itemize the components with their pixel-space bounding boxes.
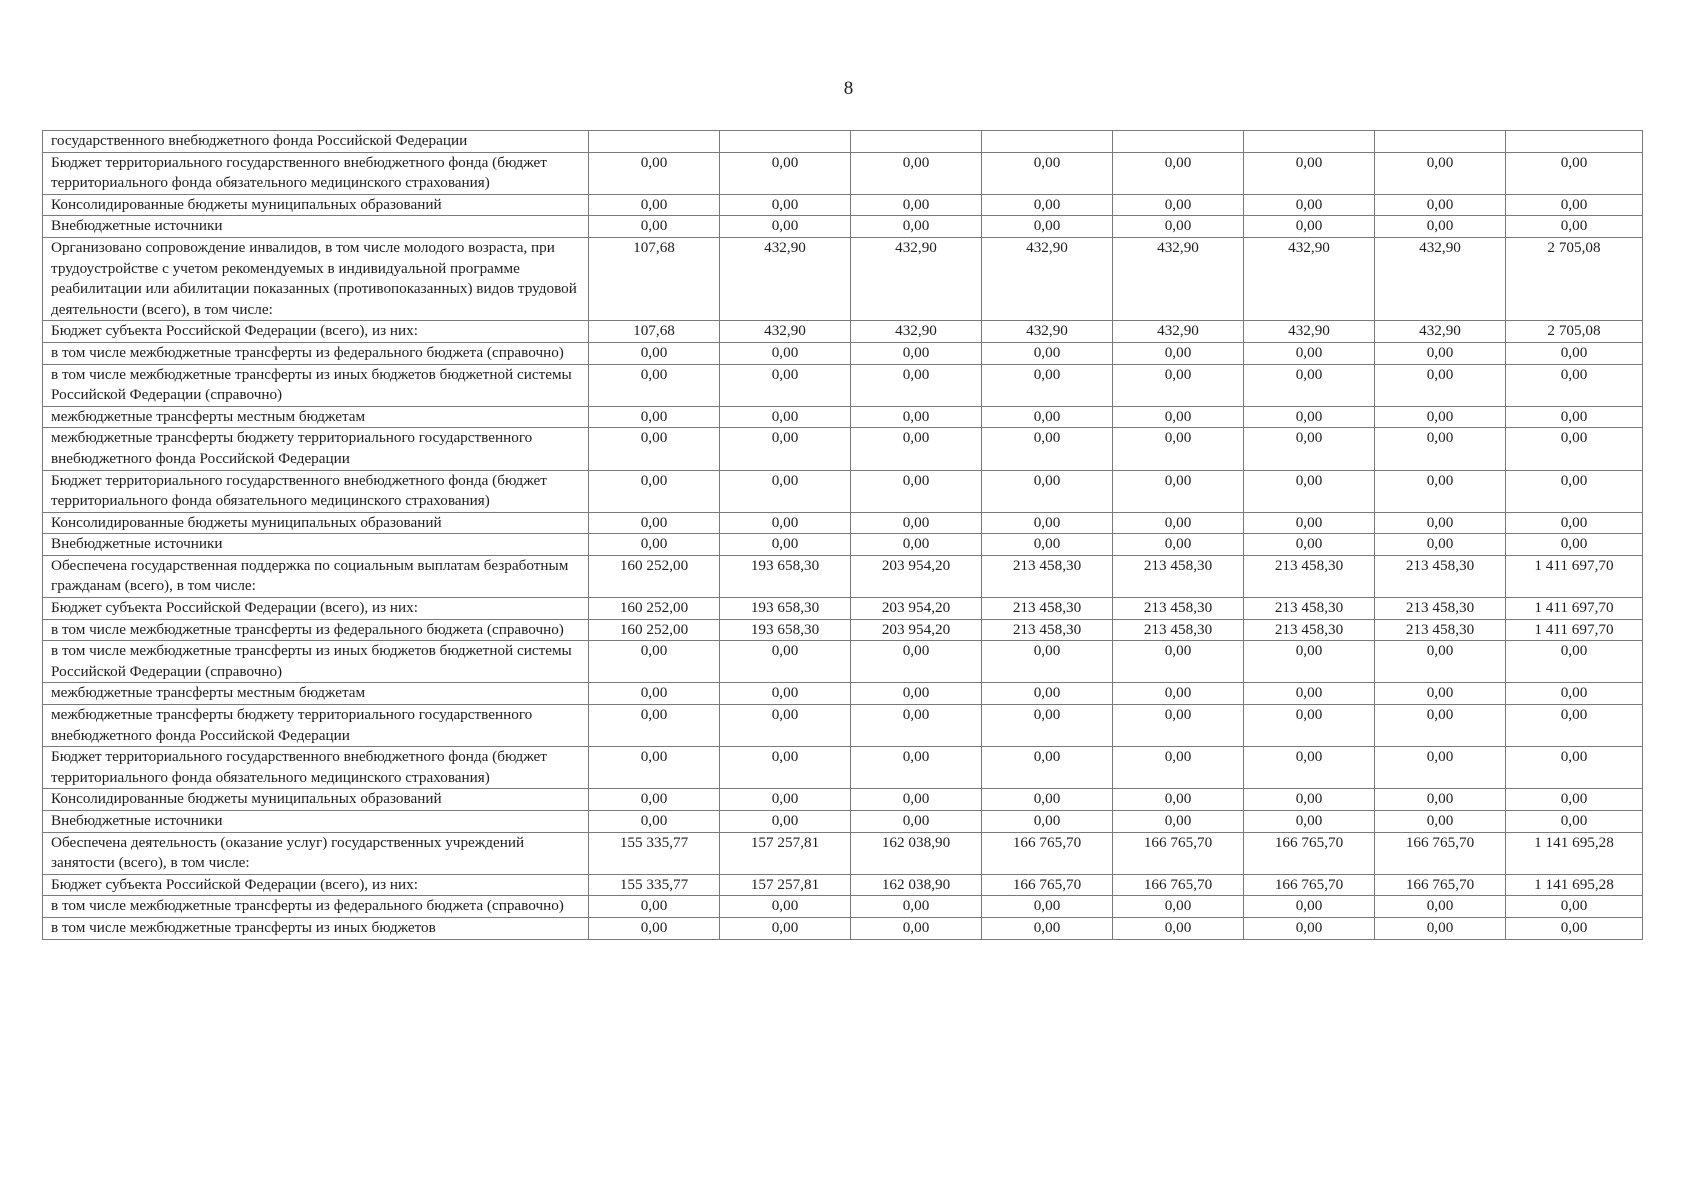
value-cell: 162 038,90	[851, 874, 982, 896]
value-cell: 0,00	[982, 683, 1113, 705]
row-label: Обеспечена деятельность (оказание услуг) государственных учреждений занятости (всего), в том числе:	[43, 832, 589, 874]
value-cell: 0,00	[589, 705, 720, 747]
value-cell: 107,68	[589, 321, 720, 343]
row-label: Организовано сопровождение инвалидов, в том числе молодого возраста, при трудоустройстве с учетом рекомендуемых в индивидуальной программе реабилитации или абилитации показанных (противопоказанных) видов трудовой деятельности (всего), в том числе:	[43, 237, 589, 320]
total-cell: 0,00	[1506, 406, 1643, 428]
row-label: Бюджет субъекта Российской Федерации (всего), из них:	[43, 598, 589, 620]
value-cell: 0,00	[1113, 152, 1244, 194]
value-cell: 107,68	[589, 237, 720, 320]
total-cell	[1506, 131, 1643, 153]
value-cell: 0,00	[851, 428, 982, 470]
row-label: в том числе межбюджетные трансферты из иных бюджетов бюджетной системы Российской Федерации (справочно)	[43, 641, 589, 683]
value-cell: 0,00	[1113, 811, 1244, 833]
value-cell: 0,00	[851, 512, 982, 534]
value-cell: 0,00	[1113, 705, 1244, 747]
value-cell: 0,00	[720, 811, 851, 833]
value-cell: 0,00	[982, 152, 1113, 194]
value-cell: 193 658,30	[720, 555, 851, 597]
value-cell: 0,00	[589, 342, 720, 364]
value-cell: 203 954,20	[851, 555, 982, 597]
value-cell: 0,00	[851, 152, 982, 194]
value-cell: 0,00	[589, 641, 720, 683]
value-cell: 0,00	[1375, 216, 1506, 238]
total-cell: 0,00	[1506, 705, 1643, 747]
value-cell: 0,00	[589, 152, 720, 194]
value-cell: 0,00	[589, 534, 720, 556]
row-label: межбюджетные трансферты бюджету территориального государственного внебюджетного фонда Российской Федерации	[43, 705, 589, 747]
table-row	[43, 131, 1643, 153]
page-number: 8	[843, 78, 854, 99]
total-cell: 0,00	[1506, 747, 1643, 789]
value-cell: 166 765,70	[982, 874, 1113, 896]
value-cell: 0,00	[1113, 641, 1244, 683]
value-cell: 0,00	[851, 194, 982, 216]
row-label: Внебюджетные источники	[43, 811, 589, 833]
value-cell: 432,90	[982, 237, 1113, 320]
value-cell: 0,00	[720, 683, 851, 705]
value-cell: 0,00	[1113, 470, 1244, 512]
value-cell: 0,00	[1244, 896, 1375, 918]
value-cell: 0,00	[851, 342, 982, 364]
total-cell: 0,00	[1506, 342, 1643, 364]
value-cell: 166 765,70	[1244, 832, 1375, 874]
value-cell: 0,00	[589, 428, 720, 470]
row-label: в том числе межбюджетные трансферты из иных бюджетов	[43, 917, 589, 939]
value-cell: 0,00	[1113, 896, 1244, 918]
value-cell: 0,00	[1375, 512, 1506, 534]
value-cell: 0,00	[1375, 789, 1506, 811]
value-cell: 203 954,20	[851, 619, 982, 641]
value-cell: 432,90	[1244, 237, 1375, 320]
value-cell: 0,00	[720, 705, 851, 747]
value-cell: 213 458,30	[982, 619, 1113, 641]
value-cell: 0,00	[1113, 683, 1244, 705]
value-cell: 0,00	[1375, 917, 1506, 939]
value-cell: 432,90	[1375, 321, 1506, 343]
value-cell: 166 765,70	[1113, 832, 1244, 874]
total-cell: 1 411 697,70	[1506, 555, 1643, 597]
value-cell: 0,00	[982, 641, 1113, 683]
value-cell: 0,00	[851, 896, 982, 918]
total-cell: 0,00	[1506, 216, 1643, 238]
value-cell	[720, 131, 851, 153]
table-row	[43, 512, 1643, 534]
value-cell: 432,90	[720, 321, 851, 343]
total-cell: 0,00	[1506, 917, 1643, 939]
value-cell: 213 458,30	[1244, 555, 1375, 597]
row-label: Бюджет территориального государственного внебюджетного фонда (бюджет территориального фонда обязательного медицинского страхования)	[43, 747, 589, 789]
row-label: Консолидированные бюджеты муниципальных образований	[43, 512, 589, 534]
table-row	[43, 598, 1643, 620]
value-cell: 0,00	[851, 364, 982, 406]
value-cell: 432,90	[1244, 321, 1375, 343]
value-cell: 0,00	[851, 705, 982, 747]
value-cell: 0,00	[851, 789, 982, 811]
value-cell: 160 252,00	[589, 598, 720, 620]
value-cell: 0,00	[1375, 747, 1506, 789]
row-label: Бюджет субъекта Российской Федерации (всего), из них:	[43, 874, 589, 896]
value-cell: 0,00	[1113, 534, 1244, 556]
total-cell: 0,00	[1506, 428, 1643, 470]
value-cell: 0,00	[1244, 705, 1375, 747]
value-cell: 0,00	[720, 364, 851, 406]
value-cell	[1244, 131, 1375, 153]
value-cell	[851, 131, 982, 153]
value-cell: 0,00	[982, 364, 1113, 406]
value-cell: 432,90	[982, 321, 1113, 343]
value-cell: 0,00	[720, 342, 851, 364]
value-cell: 0,00	[982, 811, 1113, 833]
row-label: Внебюджетные источники	[43, 534, 589, 556]
value-cell: 213 458,30	[1113, 619, 1244, 641]
total-cell: 0,00	[1506, 364, 1643, 406]
row-label: Бюджет территориального государственного внебюджетного фонда (бюджет территориального фонда обязательного медицинского страхования)	[43, 470, 589, 512]
value-cell: 0,00	[1244, 364, 1375, 406]
total-cell: 0,00	[1506, 683, 1643, 705]
value-cell: 0,00	[720, 428, 851, 470]
value-cell: 0,00	[1113, 364, 1244, 406]
value-cell: 162 038,90	[851, 832, 982, 874]
value-cell: 0,00	[720, 512, 851, 534]
value-cell: 0,00	[1244, 683, 1375, 705]
value-cell: 0,00	[982, 406, 1113, 428]
value-cell: 157 257,81	[720, 832, 851, 874]
total-cell: 0,00	[1506, 152, 1643, 194]
value-cell: 0,00	[982, 194, 1113, 216]
value-cell: 0,00	[1113, 342, 1244, 364]
value-cell: 0,00	[1113, 406, 1244, 428]
value-cell: 0,00	[1244, 152, 1375, 194]
value-cell: 0,00	[589, 896, 720, 918]
value-cell: 213 458,30	[1113, 598, 1244, 620]
value-cell: 155 335,77	[589, 832, 720, 874]
total-cell: 0,00	[1506, 641, 1643, 683]
value-cell: 0,00	[1375, 428, 1506, 470]
value-cell: 432,90	[1375, 237, 1506, 320]
value-cell: 0,00	[851, 470, 982, 512]
total-cell: 0,00	[1506, 811, 1643, 833]
value-cell: 166 765,70	[1375, 874, 1506, 896]
value-cell: 0,00	[1375, 194, 1506, 216]
value-cell: 0,00	[851, 683, 982, 705]
row-label: Бюджет территориального государственного внебюджетного фонда (бюджет территориального фонда обязательного медицинского страхования)	[43, 152, 589, 194]
table-row	[43, 683, 1643, 705]
value-cell: 213 458,30	[982, 598, 1113, 620]
value-cell: 0,00	[589, 683, 720, 705]
value-cell: 213 458,30	[1244, 598, 1375, 620]
value-cell: 157 257,81	[720, 874, 851, 896]
total-cell: 0,00	[1506, 789, 1643, 811]
value-cell: 0,00	[1375, 406, 1506, 428]
value-cell: 213 458,30	[1375, 598, 1506, 620]
value-cell: 0,00	[851, 811, 982, 833]
table-row	[43, 789, 1643, 811]
value-cell: 0,00	[1113, 512, 1244, 534]
table-row	[43, 237, 1643, 320]
value-cell: 0,00	[1244, 917, 1375, 939]
table-row	[43, 811, 1643, 833]
value-cell: 0,00	[1375, 705, 1506, 747]
table-row	[43, 534, 1643, 556]
value-cell: 0,00	[589, 194, 720, 216]
value-cell: 0,00	[1113, 428, 1244, 470]
value-cell: 0,00	[1244, 194, 1375, 216]
value-cell: 0,00	[720, 789, 851, 811]
budget-table	[42, 130, 1643, 940]
value-cell: 160 252,00	[589, 555, 720, 597]
table-row	[43, 832, 1643, 874]
value-cell: 0,00	[982, 789, 1113, 811]
total-cell: 0,00	[1506, 194, 1643, 216]
value-cell: 0,00	[1375, 811, 1506, 833]
value-cell: 213 458,30	[1113, 555, 1244, 597]
value-cell: 0,00	[1113, 789, 1244, 811]
row-label: межбюджетные трансферты местным бюджетам	[43, 406, 589, 428]
value-cell: 0,00	[1375, 364, 1506, 406]
value-cell: 0,00	[589, 216, 720, 238]
value-cell: 0,00	[720, 917, 851, 939]
table-row	[43, 747, 1643, 789]
value-cell: 0,00	[982, 428, 1113, 470]
row-label: межбюджетные трансферты бюджету территориального государственного внебюджетного фонда Российской Федерации	[43, 428, 589, 470]
value-cell: 0,00	[982, 896, 1113, 918]
table-row	[43, 470, 1643, 512]
total-cell: 1 141 695,28	[1506, 874, 1643, 896]
value-cell: 0,00	[720, 470, 851, 512]
value-cell: 213 458,30	[1244, 619, 1375, 641]
value-cell: 0,00	[982, 216, 1113, 238]
value-cell: 0,00	[851, 216, 982, 238]
value-cell: 0,00	[1113, 194, 1244, 216]
value-cell: 0,00	[1375, 683, 1506, 705]
table-row	[43, 705, 1643, 747]
row-label: Консолидированные бюджеты муниципальных образований	[43, 194, 589, 216]
value-cell: 0,00	[589, 364, 720, 406]
value-cell: 0,00	[589, 811, 720, 833]
row-label: межбюджетные трансферты местным бюджетам	[43, 683, 589, 705]
table-row	[43, 917, 1643, 939]
total-cell: 0,00	[1506, 534, 1643, 556]
value-cell: 432,90	[1113, 237, 1244, 320]
table-row	[43, 555, 1643, 597]
value-cell: 203 954,20	[851, 598, 982, 620]
value-cell: 0,00	[589, 470, 720, 512]
value-cell: 0,00	[1113, 917, 1244, 939]
total-cell: 0,00	[1506, 470, 1643, 512]
value-cell: 0,00	[720, 194, 851, 216]
row-label: в том числе межбюджетные трансферты из иных бюджетов бюджетной системы Российской Федерации (справочно)	[43, 364, 589, 406]
table-row	[43, 342, 1643, 364]
value-cell: 0,00	[1244, 534, 1375, 556]
table-row	[43, 619, 1643, 641]
value-cell: 0,00	[720, 216, 851, 238]
row-label: Обеспечена государственная поддержка по социальным выплатам безработным гражданам (всего), в том числе:	[43, 555, 589, 597]
value-cell: 0,00	[1375, 641, 1506, 683]
row-label: государственного внебюджетного фонда Российской Федерации	[43, 131, 589, 153]
value-cell: 0,00	[1244, 470, 1375, 512]
value-cell: 0,00	[1375, 896, 1506, 918]
value-cell: 0,00	[589, 512, 720, 534]
value-cell: 213 458,30	[982, 555, 1113, 597]
value-cell: 0,00	[1113, 747, 1244, 789]
value-cell: 213 458,30	[1375, 619, 1506, 641]
value-cell: 0,00	[720, 641, 851, 683]
row-label: Консолидированные бюджеты муниципальных образований	[43, 789, 589, 811]
value-cell: 193 658,30	[720, 598, 851, 620]
value-cell: 0,00	[1244, 406, 1375, 428]
table-body	[43, 131, 1643, 940]
value-cell: 0,00	[982, 512, 1113, 534]
value-cell: 0,00	[1244, 428, 1375, 470]
row-label: Бюджет субъекта Российской Федерации (всего), из них:	[43, 321, 589, 343]
value-cell	[589, 131, 720, 153]
value-cell: 155 335,77	[589, 874, 720, 896]
value-cell: 0,00	[589, 789, 720, 811]
table-row	[43, 428, 1643, 470]
value-cell: 166 765,70	[1113, 874, 1244, 896]
total-cell: 2 705,08	[1506, 321, 1643, 343]
total-cell: 1 141 695,28	[1506, 832, 1643, 874]
value-cell: 0,00	[1375, 342, 1506, 364]
value-cell: 0,00	[851, 641, 982, 683]
value-cell: 0,00	[1244, 747, 1375, 789]
table-row	[43, 364, 1643, 406]
value-cell: 0,00	[720, 747, 851, 789]
value-cell: 0,00	[1244, 512, 1375, 534]
value-cell: 193 658,30	[720, 619, 851, 641]
row-label: в том числе межбюджетные трансферты из федерального бюджета (справочно)	[43, 342, 589, 364]
value-cell: 0,00	[851, 917, 982, 939]
row-label: в том числе межбюджетные трансферты из федерального бюджета (справочно)	[43, 619, 589, 641]
value-cell: 0,00	[851, 747, 982, 789]
table-row	[43, 896, 1643, 918]
row-label: Внебюджетные источники	[43, 216, 589, 238]
value-cell: 0,00	[1244, 789, 1375, 811]
total-cell: 0,00	[1506, 896, 1643, 918]
value-cell: 0,00	[982, 917, 1113, 939]
value-cell: 0,00	[982, 534, 1113, 556]
value-cell: 0,00	[1244, 342, 1375, 364]
row-label: в том числе межбюджетные трансферты из федерального бюджета (справочно)	[43, 896, 589, 918]
value-cell: 0,00	[720, 896, 851, 918]
value-cell: 0,00	[589, 747, 720, 789]
value-cell: 0,00	[1375, 470, 1506, 512]
value-cell: 0,00	[1244, 216, 1375, 238]
total-cell: 1 411 697,70	[1506, 598, 1643, 620]
value-cell: 0,00	[1244, 811, 1375, 833]
value-cell: 0,00	[1244, 641, 1375, 683]
value-cell: 166 765,70	[982, 832, 1113, 874]
value-cell	[1375, 131, 1506, 153]
table-row	[43, 194, 1643, 216]
value-cell: 432,90	[720, 237, 851, 320]
table-row	[43, 874, 1643, 896]
value-cell: 0,00	[982, 470, 1113, 512]
value-cell: 0,00	[851, 534, 982, 556]
table-row	[43, 216, 1643, 238]
table-row	[43, 641, 1643, 683]
value-cell: 0,00	[589, 917, 720, 939]
table-row	[43, 321, 1643, 343]
value-cell: 166 765,70	[1244, 874, 1375, 896]
value-cell: 0,00	[982, 747, 1113, 789]
value-cell: 432,90	[1113, 321, 1244, 343]
value-cell: 160 252,00	[589, 619, 720, 641]
value-cell: 0,00	[720, 152, 851, 194]
table-row	[43, 152, 1643, 194]
value-cell: 0,00	[982, 705, 1113, 747]
total-cell: 1 411 697,70	[1506, 619, 1643, 641]
value-cell: 0,00	[1113, 216, 1244, 238]
value-cell: 0,00	[982, 342, 1113, 364]
value-cell: 0,00	[851, 406, 982, 428]
value-cell: 432,90	[851, 237, 982, 320]
value-cell: 166 765,70	[1375, 832, 1506, 874]
value-cell: 0,00	[1375, 152, 1506, 194]
table-row	[43, 406, 1643, 428]
value-cell	[982, 131, 1113, 153]
value-cell	[1113, 131, 1244, 153]
value-cell: 0,00	[720, 406, 851, 428]
value-cell: 432,90	[851, 321, 982, 343]
total-cell: 0,00	[1506, 512, 1643, 534]
value-cell: 213 458,30	[1375, 555, 1506, 597]
value-cell: 0,00	[589, 406, 720, 428]
total-cell: 2 705,08	[1506, 237, 1643, 320]
value-cell: 0,00	[720, 534, 851, 556]
value-cell: 0,00	[1375, 534, 1506, 556]
